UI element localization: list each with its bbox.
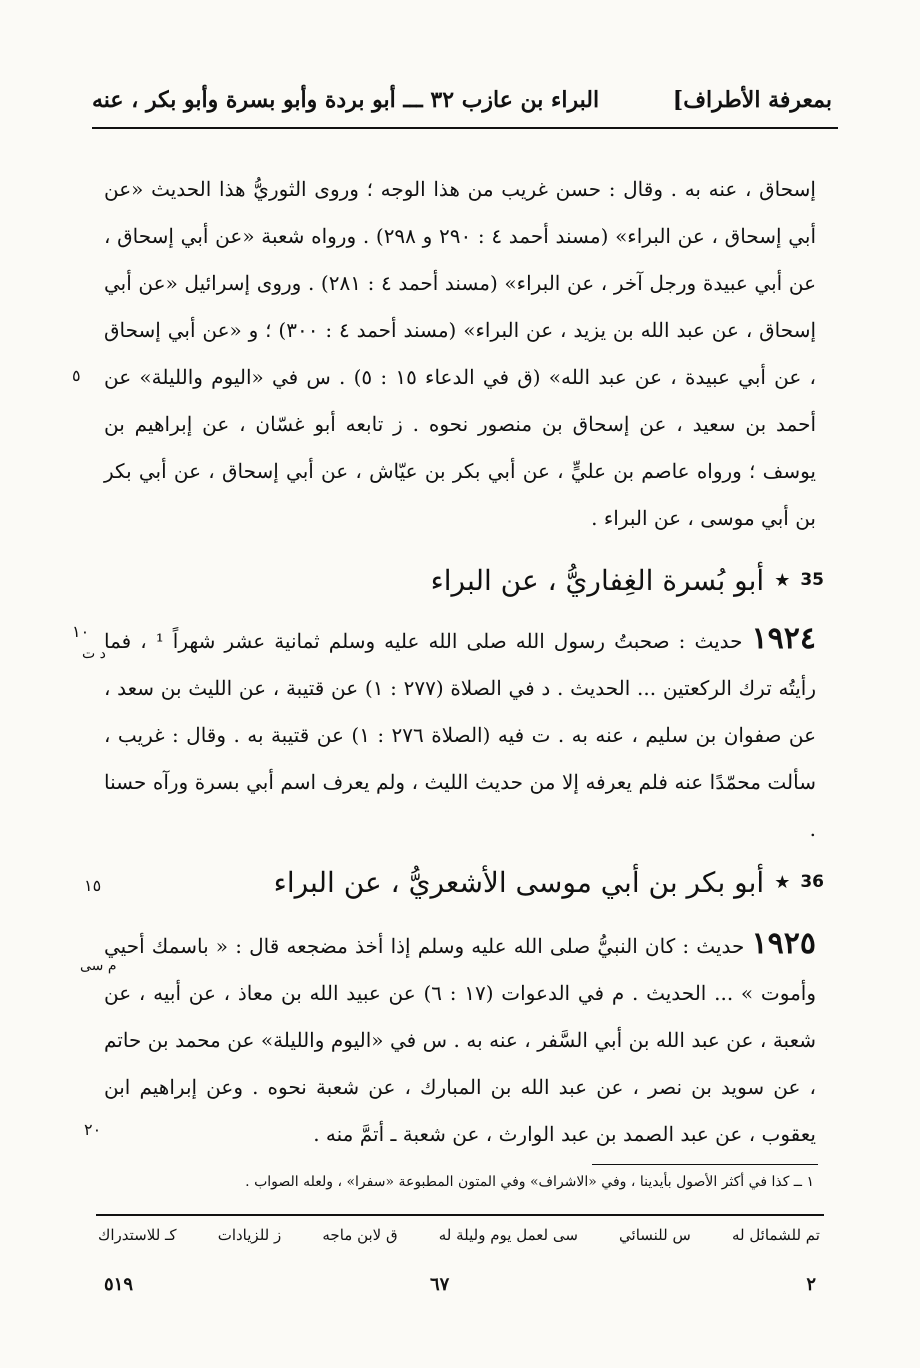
abbreviation-item: كـ للاستدراك <box>98 1226 177 1244</box>
line-number-20: ٢٠ <box>84 1120 102 1139</box>
abbreviation-item: ز للزيادات <box>217 1226 282 1244</box>
volume-number: ٢ <box>806 1274 816 1295</box>
star-icon: ★ <box>774 871 791 893</box>
abbreviation-item: س للنسائي <box>619 1226 691 1244</box>
line-number-15: ١٥ <box>84 876 102 895</box>
hadith-text: حديث : كان النبيُّ صلى الله عليه وسلم إذا أخذ مضجعه قال : « باسمك أحيي وأموت » ... الحديث . م في الدعوات (١٧ : ٦) عن عبيد الله بن معاذ ، عن أبيه ، عن شعبة ، عن عبد الله بن أبي السَّفر ، عنه به . س في «اليوم والليلة» عن محمد بن حاتم ، عن سويد بن نصر ، عن عبد الله بن المبارك ، عن شعبة نحوه . وعن إبراهيم ابن يعقوب ، عن عبد الصمد بن عبد الوارث ، عن شعبة ـ أتمَّ منه . <box>104 934 817 1146</box>
hadith-number: ١٩٢٤ <box>751 621 816 656</box>
line-number-5: ٥ <box>72 366 81 385</box>
hadith-number: ١٩٢٥ <box>751 926 816 961</box>
abbreviation-item: سى لعمل يوم وليلة له <box>438 1226 578 1244</box>
hadith-text: حديث : صحبتُ رسول الله صلى الله عليه وسلم ثمانية عشر شهراً ¹ ، فما رأيتُه ترك الركعتين ... الحديث . د في الصلاة (٢٧٧ : ١) عن قتيبة ، عن الليث بن سعد ، عن صفوان بن سليم ، عنه به . ت فيه (الصلاة ٢٧٦ : ١) عن قتيبة به . وقال : غريب ، سألت محمّدًا عنه فلم يعرفه إلا من حديث الليث ، ولم يعرف اسم أبي بسرة ورآه حسنا . <box>104 629 817 841</box>
running-header <box>92 80 832 120</box>
siglum-1925: م سى <box>80 958 117 974</box>
section-number: 36 <box>800 872 824 892</box>
footnote: ١ ــ كذا في أكثر الأصول بأيدينا ، وفي «الاشراف» وفي المتون المطبوعة «سفرا» ، ولعله الصواب . <box>245 1174 814 1190</box>
folio-number: ٥١٩ <box>104 1274 134 1295</box>
line-number-10: ١٠ <box>72 622 90 641</box>
abbreviation-rule <box>96 1214 824 1216</box>
header-rule <box>92 127 838 129</box>
intro-paragraph: إسحاق ، عنه به . وقال : حسن غريب من هذا الوجه ؛ وروى الثوريُّ هذا الحديث «عن أبي إسحاق ، عن البراء» (مسند أحمد ٤ : ٢٩٠ و ٢٩٨) . ورواه شعبة «عن أبي إسحاق ، عن أبي عبيدة ورجل آخر ، عن البراء» (مسند أحمد ٤ : ٢٨١) . وروى إسرائيل «عن أبي إسحاق ، عن عبد الله بن يزيد ، عن البراء» (مسند أحمد ٤ : ٣٠٠) ؛ و «عن أبي إسحاق ، عن أبي عبيدة ، عن عبد الله» (ق في الدعاء ١٥ : ٥) . س في «اليوم والليلة» عن أحمد بن سعيد ، عن إسحاق بن منصور نحوه . ز تابعه أبو غسّان ، عن إبراهيم بن يوسف ؛ ورواه عاصم بن عليٍّ ، عن أبي بكر بن عيّاش ، عن أبي إسحاق ، عن أبي بكر بن أبي موسى ، عن البراء . <box>104 177 817 530</box>
hadith-1925 <box>104 920 816 1158</box>
siglum-1924: د ت <box>82 646 106 662</box>
section-number: 35 <box>800 570 824 590</box>
abbreviation-item: ق لابن ماجه <box>322 1226 398 1244</box>
section-title: أبو بكر بن أبي موسى الأشعريُّ ، عن البراء <box>273 865 765 899</box>
hadith-1924 <box>104 615 816 853</box>
header-book-title: بمعرفة الأطراف] <box>672 87 832 113</box>
abbreviation-item: تم للشمائل له <box>731 1226 820 1244</box>
star-icon: ★ <box>774 569 791 591</box>
section-title: أبو بُسرة الغِفاريُّ ، عن البراء <box>430 563 765 597</box>
abbreviation-key <box>98 1226 820 1254</box>
section-heading-35 <box>431 560 824 600</box>
section-heading-36 <box>274 862 824 902</box>
page-number: ٦٧ <box>430 1274 450 1295</box>
header-chapter-title: البراء بن عازب ٣٢ ـــ أبو بردة وأبو بسرة وأبو بكر ، عنه <box>92 87 600 113</box>
footnote-rule <box>592 1164 818 1165</box>
